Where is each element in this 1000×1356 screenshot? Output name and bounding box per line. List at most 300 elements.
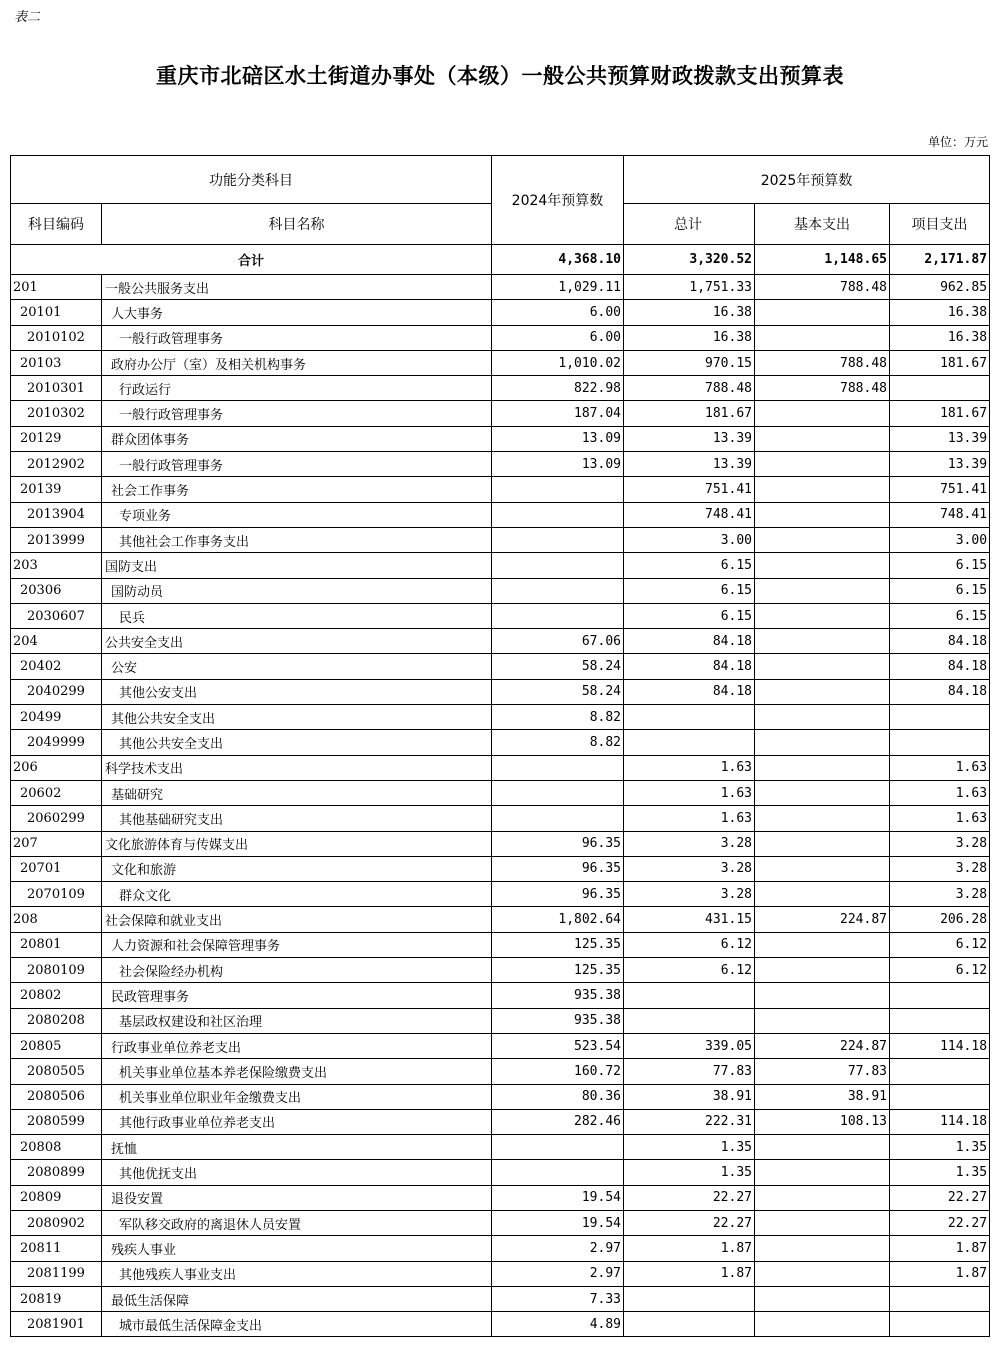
row-basic <box>755 527 890 552</box>
row-basic <box>755 1135 890 1160</box>
row-basic <box>755 1312 890 1337</box>
row-basic <box>755 780 890 805</box>
row-name: 其他优抚支出 <box>102 1160 492 1185</box>
row-basic <box>755 477 890 502</box>
row-code: 20808 <box>11 1135 102 1160</box>
row-basic <box>755 325 890 350</box>
row-budget-2024: 523.54 <box>492 1033 624 1058</box>
row-code: 20402 <box>11 654 102 679</box>
row-total: 1.63 <box>624 755 755 780</box>
row-budget-2024: 935.38 <box>492 983 624 1008</box>
row-code: 2012902 <box>11 452 102 477</box>
table-row <box>11 603 990 628</box>
row-budget-2024: 58.24 <box>492 654 624 679</box>
row-code: 2080902 <box>11 1210 102 1235</box>
table-row <box>11 275 990 300</box>
row-budget-2024 <box>492 603 624 628</box>
row-name: 人力资源和社会保障管理事务 <box>102 932 492 957</box>
row-total: 751.41 <box>624 477 755 502</box>
row-project <box>890 1286 990 1311</box>
row-name: 城市最低生活保障金支出 <box>102 1312 492 1337</box>
table-row <box>11 325 990 350</box>
table-row <box>11 1033 990 1058</box>
row-total: 222.31 <box>624 1109 755 1134</box>
row-basic <box>755 755 890 780</box>
page-title: 重庆市北碚区水土街道办事处（本级）一般公共预算财政拨款支出预算表 <box>156 64 844 88</box>
row-code: 2080899 <box>11 1160 102 1185</box>
table-row <box>11 1312 990 1337</box>
row-budget-2024 <box>492 553 624 578</box>
row-budget-2024: 19.54 <box>492 1210 624 1235</box>
row-name: 国防动员 <box>102 578 492 603</box>
row-basic <box>755 958 890 983</box>
row-code: 2013999 <box>11 527 102 552</box>
row-budget-2024: 1,802.64 <box>492 907 624 932</box>
row-name: 民政管理事务 <box>102 983 492 1008</box>
row-total: 6.12 <box>624 958 755 983</box>
row-total <box>624 1286 755 1311</box>
row-total: 6.15 <box>624 553 755 578</box>
row-budget-2024: 7.33 <box>492 1286 624 1311</box>
row-basic: 788.48 <box>755 376 890 401</box>
row-code: 2049999 <box>11 730 102 755</box>
table-row <box>11 1109 990 1134</box>
row-code: 204 <box>11 629 102 654</box>
row-total: 3.28 <box>624 831 755 856</box>
row-project: 6.12 <box>890 932 990 957</box>
row-name: 基层政权建设和社区治理 <box>102 1008 492 1033</box>
table-row <box>11 629 990 654</box>
row-basic <box>755 629 890 654</box>
row-basic: 224.87 <box>755 907 890 932</box>
row-budget-2024 <box>492 527 624 552</box>
row-code: 20129 <box>11 426 102 451</box>
table-row <box>11 527 990 552</box>
row-project <box>890 983 990 1008</box>
row-code: 20101 <box>11 300 102 325</box>
row-project: 751.41 <box>890 477 990 502</box>
row-basic <box>755 983 890 1008</box>
row-total: 748.41 <box>624 502 755 527</box>
row-project: 3.00 <box>890 527 990 552</box>
row-name: 其他行政事业单位养老支出 <box>102 1109 492 1134</box>
row-name: 其他残疾人事业支出 <box>102 1261 492 1286</box>
row-name: 其他公安支出 <box>102 679 492 704</box>
row-basic <box>755 426 890 451</box>
basic-header: 基本支出 <box>755 204 890 245</box>
row-basic: 77.83 <box>755 1059 890 1084</box>
row-code: 20805 <box>11 1033 102 1058</box>
row-total <box>624 1008 755 1033</box>
row-budget-2024: 822.98 <box>492 376 624 401</box>
row-name: 其他公共安全支出 <box>102 705 492 730</box>
row-budget-2024: 96.35 <box>492 882 624 907</box>
row-basic: 108.13 <box>755 1109 890 1134</box>
name-header: 科目名称 <box>102 204 492 245</box>
table-row <box>11 452 990 477</box>
row-code: 20306 <box>11 578 102 603</box>
row-code: 2010301 <box>11 376 102 401</box>
row-total <box>624 983 755 1008</box>
row-budget-2024: 67.06 <box>492 629 624 654</box>
row-basic <box>755 1008 890 1033</box>
row-project: 6.15 <box>890 578 990 603</box>
table-row <box>11 705 990 730</box>
table-row <box>11 1185 990 1210</box>
row-basic <box>755 654 890 679</box>
row-total: 788.48 <box>624 376 755 401</box>
row-budget-2024: 2.97 <box>492 1236 624 1261</box>
row-name: 文化旅游体育与传媒支出 <box>102 831 492 856</box>
row-budget-2024: 4.89 <box>492 1312 624 1337</box>
row-name: 基础研究 <box>102 780 492 805</box>
row-total: 38.91 <box>624 1084 755 1109</box>
row-code: 2080599 <box>11 1109 102 1134</box>
summary-label: 合计 <box>11 245 492 275</box>
table-row <box>11 477 990 502</box>
row-project: 6.15 <box>890 603 990 628</box>
row-basic <box>755 1236 890 1261</box>
row-budget-2024: 6.00 <box>492 300 624 325</box>
row-code: 20602 <box>11 780 102 805</box>
row-code: 20819 <box>11 1286 102 1311</box>
row-project: 1.35 <box>890 1160 990 1185</box>
row-basic <box>755 401 890 426</box>
row-code: 2080208 <box>11 1008 102 1033</box>
row-budget-2024 <box>492 578 624 603</box>
row-basic: 788.48 <box>755 350 890 375</box>
table-row <box>11 907 990 932</box>
summary-project: 2,171.87 <box>890 245 990 275</box>
row-basic <box>755 1185 890 1210</box>
row-name: 社会保险经办机构 <box>102 958 492 983</box>
budget-2025-header: 2025年预算数 <box>624 156 990 204</box>
row-name: 一般行政管理事务 <box>102 325 492 350</box>
row-budget-2024 <box>492 780 624 805</box>
row-name: 残疾人事业 <box>102 1236 492 1261</box>
row-name: 一般行政管理事务 <box>102 452 492 477</box>
row-project: 1.63 <box>890 755 990 780</box>
row-total: 77.83 <box>624 1059 755 1084</box>
row-project: 84.18 <box>890 629 990 654</box>
row-project: 181.67 <box>890 401 990 426</box>
row-budget-2024: 80.36 <box>492 1084 624 1109</box>
row-project: 962.85 <box>890 275 990 300</box>
row-total: 431.15 <box>624 907 755 932</box>
row-project: 1.35 <box>890 1135 990 1160</box>
summary-total: 3,320.52 <box>624 245 755 275</box>
row-budget-2024: 1,010.02 <box>492 350 624 375</box>
row-total: 16.38 <box>624 300 755 325</box>
table-row <box>11 1236 990 1261</box>
row-total: 13.39 <box>624 426 755 451</box>
row-project <box>890 1312 990 1337</box>
summary-basic: 1,148.65 <box>755 245 890 275</box>
table-row <box>11 502 990 527</box>
row-total <box>624 705 755 730</box>
row-basic <box>755 553 890 578</box>
row-project <box>890 376 990 401</box>
row-total: 970.15 <box>624 350 755 375</box>
row-total: 1.63 <box>624 780 755 805</box>
row-basic <box>755 1261 890 1286</box>
row-code: 2070109 <box>11 882 102 907</box>
table-row <box>11 376 990 401</box>
table-row <box>11 553 990 578</box>
row-code: 20802 <box>11 983 102 1008</box>
row-basic <box>755 856 890 881</box>
row-code: 201 <box>11 275 102 300</box>
func-category-header: 功能分类科目 <box>11 156 492 204</box>
table-row <box>11 958 990 983</box>
row-budget-2024 <box>492 1160 624 1185</box>
table-row <box>11 1160 990 1185</box>
row-total: 1.87 <box>624 1261 755 1286</box>
budget-table <box>10 155 990 1337</box>
row-code: 2030607 <box>11 603 102 628</box>
row-basic <box>755 882 890 907</box>
table-row <box>11 426 990 451</box>
row-basic <box>755 300 890 325</box>
row-project <box>890 1084 990 1109</box>
row-project: 6.12 <box>890 958 990 983</box>
row-code: 206 <box>11 755 102 780</box>
row-budget-2024: 125.35 <box>492 958 624 983</box>
table-row <box>11 679 990 704</box>
row-total: 1.63 <box>624 806 755 831</box>
row-basic <box>755 603 890 628</box>
row-budget-2024: 8.82 <box>492 730 624 755</box>
row-budget-2024: 282.46 <box>492 1109 624 1134</box>
row-project: 22.27 <box>890 1210 990 1235</box>
row-total: 1.35 <box>624 1160 755 1185</box>
table-row <box>11 1261 990 1286</box>
row-project: 3.28 <box>890 856 990 881</box>
row-total: 1.87 <box>624 1236 755 1261</box>
row-budget-2024: 935.38 <box>492 1008 624 1033</box>
row-project: 181.67 <box>890 350 990 375</box>
table-row <box>11 932 990 957</box>
row-project: 1.63 <box>890 780 990 805</box>
row-budget-2024 <box>492 806 624 831</box>
table-row <box>11 1210 990 1235</box>
row-code: 2010102 <box>11 325 102 350</box>
row-budget-2024 <box>492 1135 624 1160</box>
code-header: 科目编码 <box>11 204 102 245</box>
row-total: 3.28 <box>624 882 755 907</box>
row-project: 13.39 <box>890 426 990 451</box>
row-basic: 38.91 <box>755 1084 890 1109</box>
row-budget-2024: 2.97 <box>492 1261 624 1286</box>
row-name: 最低生活保障 <box>102 1286 492 1311</box>
row-total: 6.15 <box>624 603 755 628</box>
row-name: 公安 <box>102 654 492 679</box>
row-budget-2024: 6.00 <box>492 325 624 350</box>
row-code: 20809 <box>11 1185 102 1210</box>
row-budget-2024: 160.72 <box>492 1059 624 1084</box>
row-name: 行政事业单位养老支出 <box>102 1033 492 1058</box>
row-project: 22.27 <box>890 1185 990 1210</box>
row-total: 84.18 <box>624 629 755 654</box>
table-row <box>11 856 990 881</box>
row-budget-2024: 58.24 <box>492 679 624 704</box>
row-budget-2024 <box>492 477 624 502</box>
row-project: 13.39 <box>890 452 990 477</box>
row-project: 1.63 <box>890 806 990 831</box>
row-total: 22.27 <box>624 1185 755 1210</box>
row-code: 20103 <box>11 350 102 375</box>
row-total: 1.35 <box>624 1135 755 1160</box>
row-project: 1.87 <box>890 1236 990 1261</box>
row-name: 社会工作事务 <box>102 477 492 502</box>
row-project: 1.87 <box>890 1261 990 1286</box>
table-row <box>11 1059 990 1084</box>
row-name: 机关事业单位基本养老保险缴费支出 <box>102 1059 492 1084</box>
row-total: 6.15 <box>624 578 755 603</box>
row-name: 机关事业单位职业年金缴费支出 <box>102 1084 492 1109</box>
row-basic <box>755 831 890 856</box>
row-total: 6.12 <box>624 932 755 957</box>
table-row <box>11 730 990 755</box>
table-number-label: 表二 <box>14 10 41 25</box>
table-row <box>11 780 990 805</box>
header-row-top <box>11 156 990 204</box>
row-name: 抚恤 <box>102 1135 492 1160</box>
row-name: 公共安全支出 <box>102 629 492 654</box>
row-name: 社会保障和就业支出 <box>102 907 492 932</box>
row-budget-2024: 187.04 <box>492 401 624 426</box>
row-name: 人大事务 <box>102 300 492 325</box>
row-project: 114.18 <box>890 1033 990 1058</box>
row-name: 政府办公厅（室）及相关机构事务 <box>102 350 492 375</box>
row-code: 20701 <box>11 856 102 881</box>
row-code: 2080505 <box>11 1059 102 1084</box>
row-basic <box>755 679 890 704</box>
row-project: 3.28 <box>890 882 990 907</box>
row-name: 科学技术支出 <box>102 755 492 780</box>
row-project: 206.28 <box>890 907 990 932</box>
row-budget-2024: 125.35 <box>492 932 624 957</box>
row-budget-2024: 8.82 <box>492 705 624 730</box>
row-budget-2024: 19.54 <box>492 1185 624 1210</box>
row-code: 2013904 <box>11 502 102 527</box>
summary-2024: 4,368.10 <box>492 245 624 275</box>
row-code: 20811 <box>11 1236 102 1261</box>
row-name: 军队移交政府的离退休人员安置 <box>102 1210 492 1235</box>
table-row <box>11 1286 990 1311</box>
table-row <box>11 1008 990 1033</box>
row-total: 3.28 <box>624 856 755 881</box>
row-budget-2024: 13.09 <box>492 426 624 451</box>
row-basic <box>755 705 890 730</box>
row-total: 3.00 <box>624 527 755 552</box>
table-row <box>11 300 990 325</box>
row-project <box>890 730 990 755</box>
row-code: 2081901 <box>11 1312 102 1337</box>
row-name: 文化和旅游 <box>102 856 492 881</box>
row-project: 748.41 <box>890 502 990 527</box>
row-total <box>624 1312 755 1337</box>
row-budget-2024: 1,029.11 <box>492 275 624 300</box>
table-row <box>11 882 990 907</box>
row-basic <box>755 578 890 603</box>
row-code: 20139 <box>11 477 102 502</box>
row-project: 114.18 <box>890 1109 990 1134</box>
table-row <box>11 578 990 603</box>
row-code: 207 <box>11 831 102 856</box>
row-code: 2010302 <box>11 401 102 426</box>
row-project: 84.18 <box>890 679 990 704</box>
row-name: 其他基础研究支出 <box>102 806 492 831</box>
row-total: 84.18 <box>624 679 755 704</box>
project-header: 项目支出 <box>890 204 990 245</box>
row-budget-2024: 96.35 <box>492 831 624 856</box>
row-project: 16.38 <box>890 325 990 350</box>
row-basic <box>755 452 890 477</box>
budget-2024-header: 2024年预算数 <box>492 156 624 245</box>
table-row <box>11 401 990 426</box>
row-code: 2081199 <box>11 1261 102 1286</box>
row-total <box>624 730 755 755</box>
row-code: 2080109 <box>11 958 102 983</box>
row-name: 退役安置 <box>102 1185 492 1210</box>
row-basic <box>755 932 890 957</box>
row-project <box>890 1059 990 1084</box>
table-row <box>11 806 990 831</box>
row-project <box>890 705 990 730</box>
row-budget-2024: 96.35 <box>492 856 624 881</box>
row-basic: 788.48 <box>755 275 890 300</box>
table-row <box>11 1135 990 1160</box>
row-total: 1,751.33 <box>624 275 755 300</box>
row-basic <box>755 806 890 831</box>
row-basic <box>755 1160 890 1185</box>
row-code: 20801 <box>11 932 102 957</box>
table-row <box>11 831 990 856</box>
table-row <box>11 350 990 375</box>
row-name: 其他公共安全支出 <box>102 730 492 755</box>
unit-label: 单位：万元 <box>927 135 988 149</box>
row-basic <box>755 730 890 755</box>
row-total: 84.18 <box>624 654 755 679</box>
row-name: 一般行政管理事务 <box>102 401 492 426</box>
row-project: 84.18 <box>890 654 990 679</box>
row-code: 2040299 <box>11 679 102 704</box>
table-row <box>11 1084 990 1109</box>
row-name: 其他社会工作事务支出 <box>102 527 492 552</box>
row-name: 群众团体事务 <box>102 426 492 451</box>
row-project: 6.15 <box>890 553 990 578</box>
row-code: 203 <box>11 553 102 578</box>
row-code: 2080506 <box>11 1084 102 1109</box>
row-total: 22.27 <box>624 1210 755 1235</box>
table-row <box>11 983 990 1008</box>
total-header: 总计 <box>624 204 755 245</box>
row-project: 3.28 <box>890 831 990 856</box>
row-name: 专项业务 <box>102 502 492 527</box>
row-total: 181.67 <box>624 401 755 426</box>
row-budget-2024 <box>492 502 624 527</box>
row-name: 一般公共服务支出 <box>102 275 492 300</box>
table-row <box>11 755 990 780</box>
row-code: 2060299 <box>11 806 102 831</box>
row-basic <box>755 502 890 527</box>
row-code: 20499 <box>11 705 102 730</box>
row-basic <box>755 1210 890 1235</box>
row-project <box>890 1008 990 1033</box>
row-total: 339.05 <box>624 1033 755 1058</box>
row-code: 208 <box>11 907 102 932</box>
